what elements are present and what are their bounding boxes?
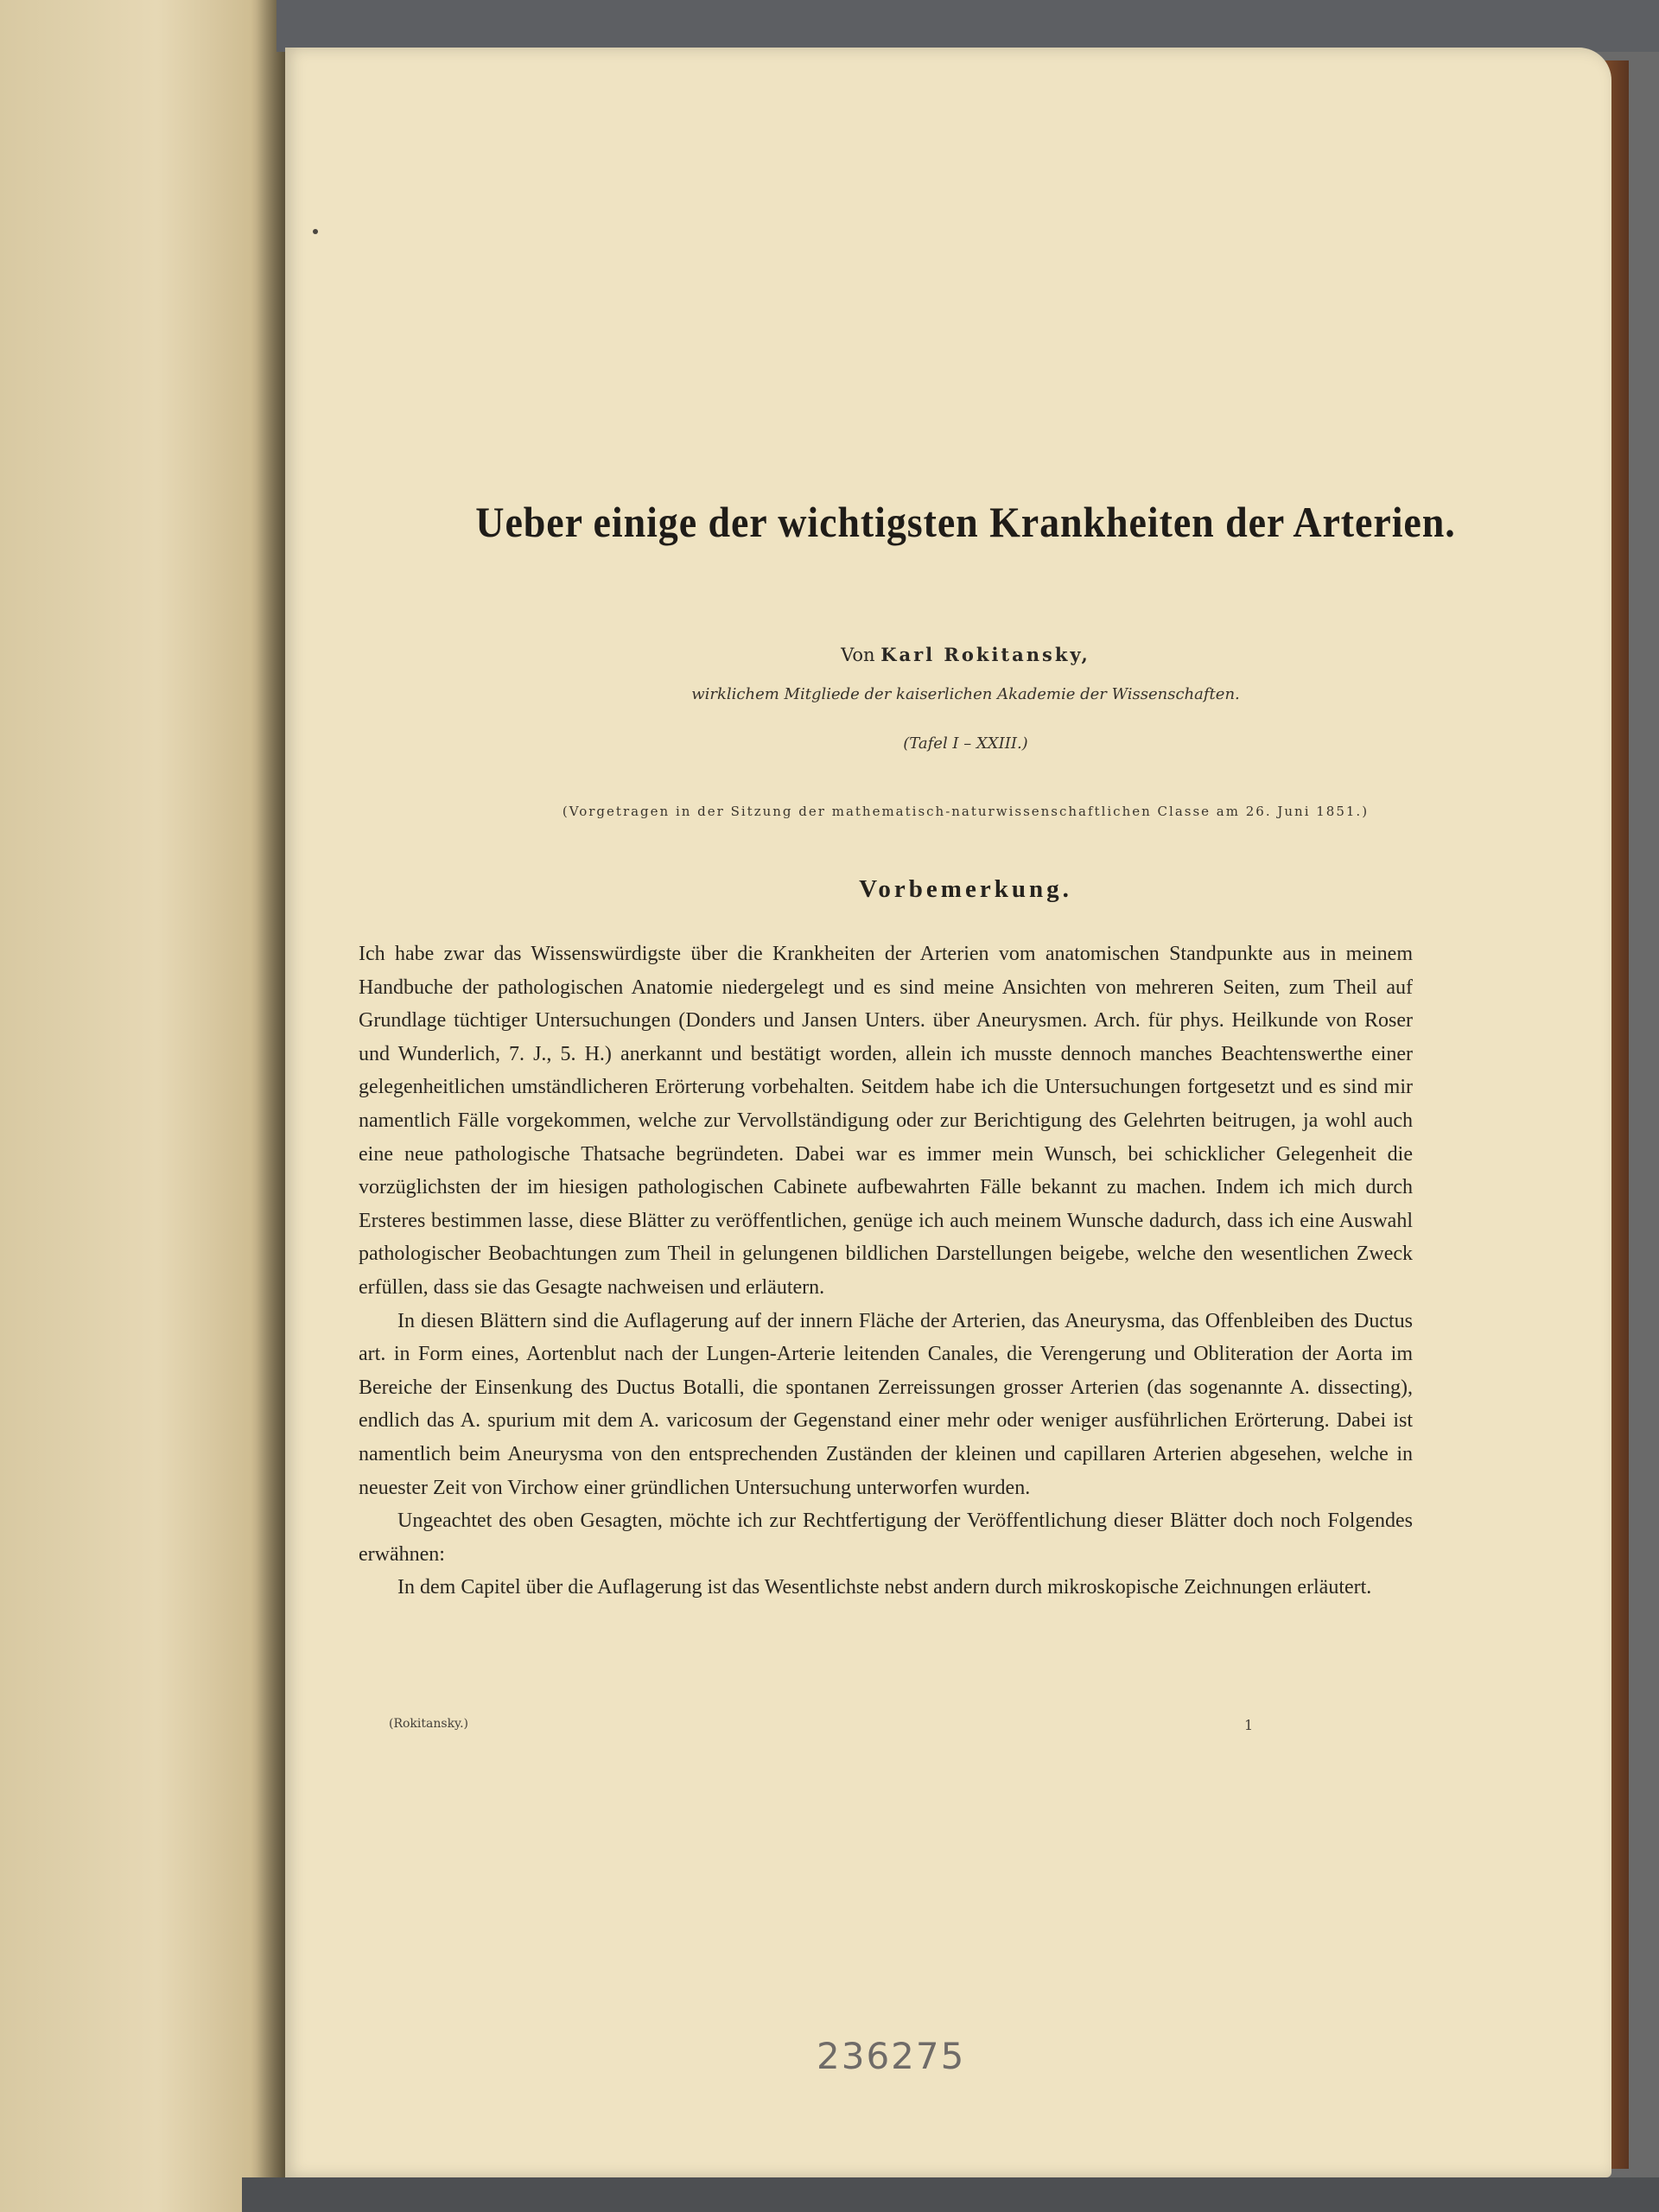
by-prefix: Von <box>841 645 875 665</box>
background-bottom <box>242 2177 1659 2212</box>
section-heading: Vorbemerkung. <box>859 875 1072 903</box>
paragraph: In diesen Blättern sind die Auflagerung auf der innern Fläche der Arterien, das Aneurysma, das Offenbleiben des Ductus art. in Form eines, Aortenblut nach der Lungen-Arterie leitenden Canales, die Verengerung und Obliteration der Aorta im Bereiche der Einsenkung des Ductus Botalli, die spontanen Zerreissungen grosser Arterien (das sogenannte A. dissecting), endlich das A. spurium mit dem A. varicosum der Gegenstand einer mehr oder weniger ausführlichen Erörterung. Dabei ist namentlich beim Aneurysma von den entsprechenden Zuständen der kleinen und capillaren Arterien abgesehen, welche in neuester Zeit von Virchow einer gründlichen Untersuchung unterworfen wurden. <box>359 1309 1413 1499</box>
footer-signature: (Rokitansky.) <box>389 1717 469 1731</box>
author-name: Karl Rokitansky, <box>880 644 1090 665</box>
paragraph: Ich habe zwar das Wissenswürdigste über die Krankheiten der Arterien vom anatomischen Standpunkte aus in meinem Handbuche der pathologischen Anatomie niedergelegt und es sind meine Ansichten von mehreren Seiten, zum Theil auf Grundlage tüchtiger Untersuchungen (Donders und Jansen Unters. über Aneurysmen. Arch. für phys. Heilkunde von Roser und Wunderlich, 7. J., 5. H.) anerkannt und bestätigt worden, allein ich musste dennoch manches Beachtenswerthe einer gelegenheitlichen umständlicheren Erörterung vorbehalten. Seitdem habe ich die Untersuchungen fortgesetzt und es sind mir namentlich Fälle vorgekommen, welche zur Vervollständigung oder zur Berichtigung des Gelehrten beitrugen, ja wohl auch eine neue pathologische Thatsache begründeten. Dabei war es immer mein Wunsch, bei schicklicher Gelegenheit die vorzüglichsten der im hiesigen pathologischen Cabinete aufbewahrten Fälle bekannt zu machen. Indem ich mich durch Ersteres bestimmen lasse, diese Blätter zu veröffentlichen, genüge ich auch meinem Wunsche dadurch, dass ich eine Auswahl pathologischer Beobachtungen zum Theil in gelungenen bildlichen Darstellungen beigebe, welche den wesentlichen Zweck erfüllen, dass sie das Gesagte nachweisen und erläutern. <box>359 943 1413 1299</box>
session-note: (Vorgetragen in der Sitzung der mathematisch-naturwissenschaftlichen Classe am 26. Juni 1851.) <box>562 804 1370 819</box>
page-number: 1 <box>1244 1717 1254 1733</box>
document-page <box>285 48 1611 2177</box>
byline <box>320 644 1611 665</box>
gutter-shadow <box>251 0 285 2212</box>
document-title: Ueber einige der wichtigsten Krankheiten der Arterien. <box>475 498 1456 546</box>
paragraph: Ungeachtet des oben Gesagten, möchte ich zur Rechtfertigung der Veröffentlichung dieser Blätter doch noch Folgendes erwähnen: <box>359 1510 1413 1566</box>
plates-reference: (Tafel I – XXIII.) <box>903 734 1028 753</box>
facing-page <box>0 0 285 2212</box>
paragraph: In dem Capitel über die Auflagerung ist das Wesentlichste nebst andern durch mikroskopische Zeichnungen erläutert. <box>397 1576 1372 1599</box>
body-text <box>359 938 1413 1605</box>
ink-mark <box>313 229 318 234</box>
author-affiliation: wirklichem Mitgliede der kaiserlichen Akademie der Wissenschaften. <box>691 685 1240 703</box>
background-top <box>276 0 1659 52</box>
handwritten-number: 236275 <box>817 2035 966 2077</box>
